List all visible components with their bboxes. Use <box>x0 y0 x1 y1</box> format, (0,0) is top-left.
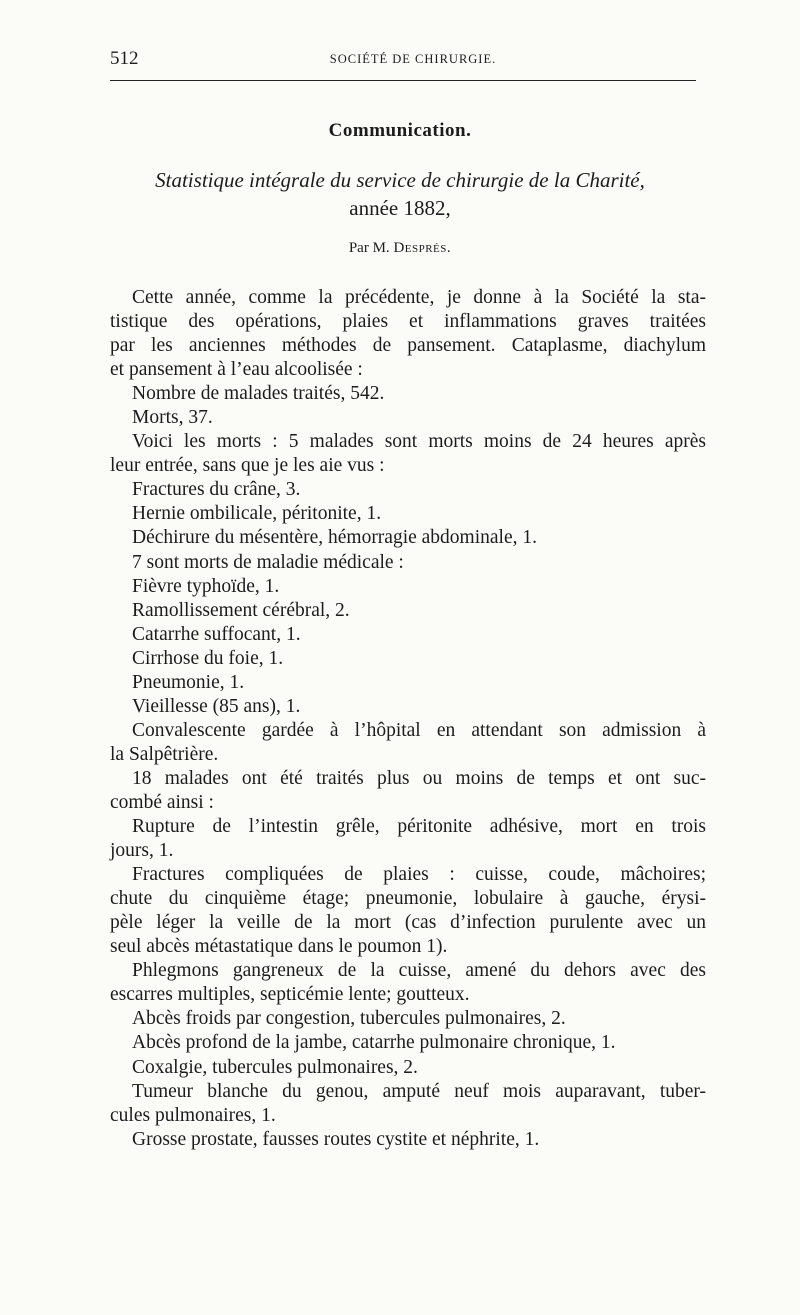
text-line: Convalescente gardée à l’hôpital en attendant son admission à <box>132 719 706 741</box>
text-line: tistique des opérations, plaies et inflammations graves traitées <box>110 311 706 333</box>
text-line: combé ainsi : <box>110 791 214 813</box>
text-line: Phlegmons gangreneux de la cuisse, amené du dehors avec des <box>132 960 706 982</box>
text-line: par les anciennes méthodes de pansement. Cataplasme, diachylum <box>110 335 706 357</box>
text-line: Abcès profond de la jambe, catarrhe pulmonaire chronique, 1. <box>132 1032 616 1054</box>
text-line: Nombre de malades traités, 542. <box>132 383 385 405</box>
text-line: Cette année, comme la précédente, je donne à la Société la sta- <box>132 287 706 308</box>
text-line: Vieillesse (85 ans), 1. <box>132 695 301 717</box>
text-line: Pneumonie, 1. <box>132 671 245 693</box>
text-line: 7 sont morts de maladie médicale : <box>132 551 404 573</box>
section-title: Communication. <box>328 120 472 141</box>
text-line: Grosse prostate, fausses routes cystite et néphrite, 1. <box>132 1128 540 1150</box>
text-line: Ramollissement cérébral, 2. <box>132 599 350 621</box>
text-line: jours, 1. <box>110 840 174 862</box>
text-line: Fièvre typhoïde, 1. <box>132 575 280 597</box>
page-number: 512 <box>110 48 139 69</box>
text-line: Fractures compliquées de plaies : cuisse, coude, mâchoires; <box>132 864 706 886</box>
text-line: Voici les morts : 5 malades sont morts moins de 24 heures après <box>132 431 706 453</box>
header-divider <box>110 80 696 81</box>
text-line: seul abcès métastatique dans le poumon 1). <box>110 936 448 958</box>
text-line: Morts, 37. <box>132 407 213 429</box>
text-line: escarres multiples, septicémie lente; goutteux. <box>110 984 470 1006</box>
text-line: Catarrhe suffocant, 1. <box>132 623 301 645</box>
text-line: leur entrée, sans que je les aie vus : <box>110 455 385 477</box>
text-line: Abcès froids par congestion, tubercules pulmonaires, 2. <box>132 1008 566 1030</box>
article-body <box>110 286 706 1152</box>
byline <box>0 240 800 257</box>
text-line: Coxalgie, tubercules pulmonaires, 2. <box>132 1056 418 1078</box>
text-line: Tumeur blanche du genou, amputé neuf mois auparavant, tuber- <box>132 1080 706 1102</box>
text-line: Hernie ombilicale, péritonite, 1. <box>132 503 382 525</box>
text-line: 18 malades ont été traités plus ou moins de temps et ont suc- <box>132 767 706 789</box>
byline-prefix: Par M. <box>348 240 390 256</box>
text-line: chute du cinquième étage; pneumonie, lobulaire à gauche, érysi- <box>110 888 706 910</box>
text-line: Rupture de l’intestin grêle, péritonite adhésive, mort en trois <box>132 816 706 838</box>
text-line: Cirrhose du foie, 1. <box>132 647 284 669</box>
text-line: Fractures du crâne, 3. <box>132 479 301 501</box>
byline-author: Després. <box>393 240 452 256</box>
text-line: pèle léger la veille de la mort (cas d’infection purulente avec un <box>110 912 706 934</box>
running-title: SOCIÉTÉ DE CHIRURGIE. <box>329 52 497 66</box>
text-line: et pansement à l’eau alcoolisée : <box>110 359 363 381</box>
text-line: cules pulmonaires, 1. <box>110 1104 276 1126</box>
page-header <box>110 48 696 72</box>
article-title-year: année 1882, <box>349 196 451 220</box>
text-line: Déchirure du mésentère, hémorragie abdominale, 1. <box>132 527 537 549</box>
text-line: la Salpêtrière. <box>110 743 219 765</box>
article-title: Statistique intégrale du service de chirurgie de la Charité, <box>155 168 645 192</box>
